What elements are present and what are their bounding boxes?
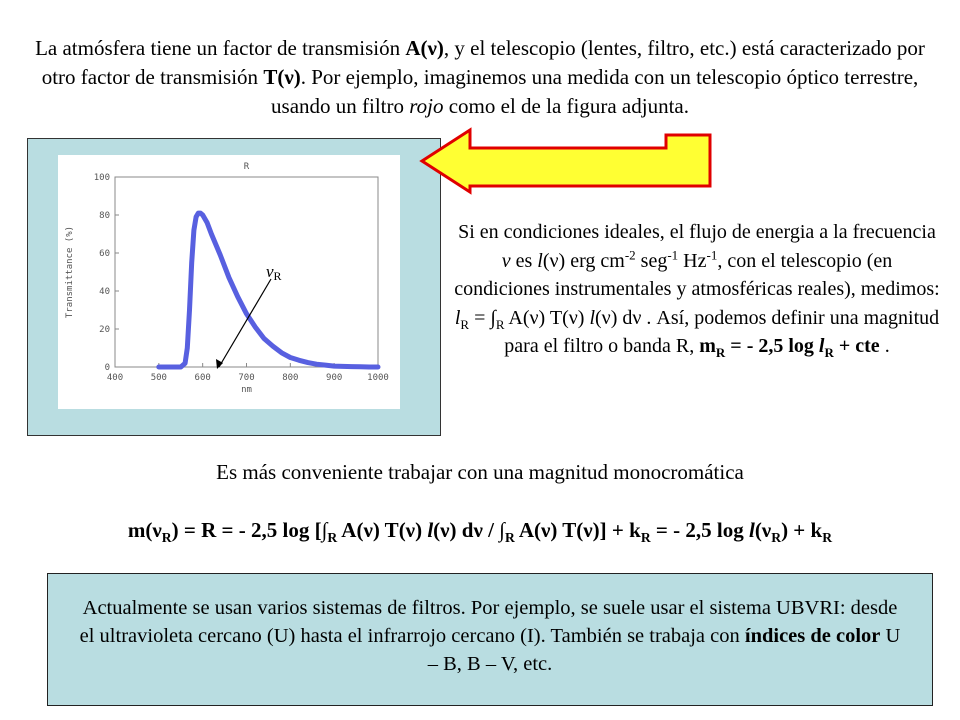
eq-sub: R xyxy=(822,530,833,546)
side-l: l xyxy=(589,306,595,329)
side-bold: = - 2,5 log xyxy=(725,335,819,357)
eq-part: (ν xyxy=(754,518,772,542)
block-arrow-icon xyxy=(418,126,718,196)
x-tick-label: 700 xyxy=(238,373,255,383)
chart-title: R xyxy=(243,162,250,172)
side-bold: + cte xyxy=(833,335,880,357)
transmittance-curve xyxy=(159,213,378,367)
side-l: l xyxy=(818,335,825,357)
x-tick-label: 800 xyxy=(282,373,299,383)
intro-text: La atmósfera tiene un factor de transmisión xyxy=(35,36,406,60)
y-axis-label: Transmittance (%) xyxy=(65,225,75,319)
intro-text: . Por ejemplo, imaginemos una medida con un telescopio óptico terrestre, usando un filtro xyxy=(271,65,919,118)
side-bold: m xyxy=(699,335,716,357)
eq-l: l xyxy=(427,518,434,542)
y-tick-label: 100 xyxy=(93,173,110,183)
side-nu: ν xyxy=(501,249,511,272)
eq-part: ) = R = - 2,5 log [∫ xyxy=(171,518,328,542)
eq-part: ) + k xyxy=(781,518,823,542)
transmittance-chart xyxy=(58,155,400,409)
x-tick-label: 600 xyxy=(194,373,211,383)
intro-a-nu: A(ν) xyxy=(405,36,444,60)
y-tick-label: 20 xyxy=(99,325,110,335)
y-tick-label: 80 xyxy=(99,211,110,221)
side-text: = ∫ xyxy=(469,306,496,329)
side-text: (ν) erg cm xyxy=(542,249,625,272)
side-exp: -1 xyxy=(706,246,718,262)
filter-systems-note xyxy=(47,573,933,706)
side-sub: R xyxy=(715,345,726,360)
eq-part: = - 2,5 log xyxy=(650,518,749,542)
side-text: es xyxy=(510,249,538,272)
y-tick-label: 0 xyxy=(104,363,110,373)
x-axis-label: nm xyxy=(241,385,252,395)
side-l: l xyxy=(454,306,461,329)
y-tick-label: 40 xyxy=(99,287,110,297)
x-tick-label: 400 xyxy=(106,373,124,383)
eq-l: l xyxy=(748,518,755,542)
y-tick-label: 60 xyxy=(99,249,110,259)
monochromatic-line: Es más conveniente trabajar con una magnitud monocromática xyxy=(216,460,744,484)
eq-sub: R xyxy=(771,530,782,546)
x-tick-label: 500 xyxy=(150,373,167,383)
eq-part: A(ν) T(ν) xyxy=(337,518,428,542)
x-tick-label: 900 xyxy=(326,373,343,383)
side-text: A(ν) T(ν) xyxy=(504,306,590,329)
intro-paragraph xyxy=(28,34,932,121)
intro-text: , y el telescopio (lentes, filtro, etc.) está caracterizado por otro factor de transmisión xyxy=(41,36,925,89)
intro-t-nu: T(ν) xyxy=(263,65,301,89)
eq-sub: R xyxy=(640,530,651,546)
eq-part: m(ν xyxy=(127,518,162,542)
side-sub: R xyxy=(460,316,470,332)
note-text: Actualmente se usan varios sistemas de filtros. Por ejemplo, se suele usar el sistema UBVRI: desde el ultravioleta cercano (U) hasta el infrarrojo cercano (I). También se trabaja con xyxy=(79,597,898,647)
annotation-pointer xyxy=(219,279,271,367)
side-text: Si en condiciones ideales, el flujo de energia a la frecuencia xyxy=(458,221,936,243)
flux-paragraph xyxy=(452,218,942,361)
side-text: . xyxy=(879,335,890,357)
side-l: l xyxy=(537,249,543,272)
plot-frame xyxy=(115,177,378,367)
magnitude-formula xyxy=(699,335,880,360)
note-bold: índices de color xyxy=(744,625,881,647)
side-exp: -1 xyxy=(667,246,679,262)
side-text: , con el telescopio (en condiciones instrumentales y atmosféricas reales), medimos: xyxy=(454,249,940,300)
eq-part: (ν) dν / ∫ xyxy=(433,518,505,542)
eq-part: A(ν) T(ν)] + k xyxy=(514,518,641,542)
side-text: seg xyxy=(635,249,668,272)
x-tick-label: 1000 xyxy=(367,373,389,383)
eq-sub: R xyxy=(161,530,172,546)
monochromatic-equation xyxy=(0,518,960,546)
eq-sub: R xyxy=(327,530,338,546)
side-sub: R xyxy=(495,316,505,332)
note-text: U – B, B – V, etc. xyxy=(427,625,901,675)
side-exp: -2 xyxy=(624,246,636,262)
nu-r-label: νR xyxy=(266,262,282,283)
eq-sub: R xyxy=(504,530,515,546)
intro-text: como el de la figura adjunta. xyxy=(443,94,689,118)
side-text: (ν) dν . Así, podemos definir una magnitud para el filtro o banda R, xyxy=(504,306,940,357)
intro-rojo: rojo xyxy=(409,94,444,118)
side-sub: R xyxy=(824,345,834,360)
side-text: Hz xyxy=(678,249,707,272)
